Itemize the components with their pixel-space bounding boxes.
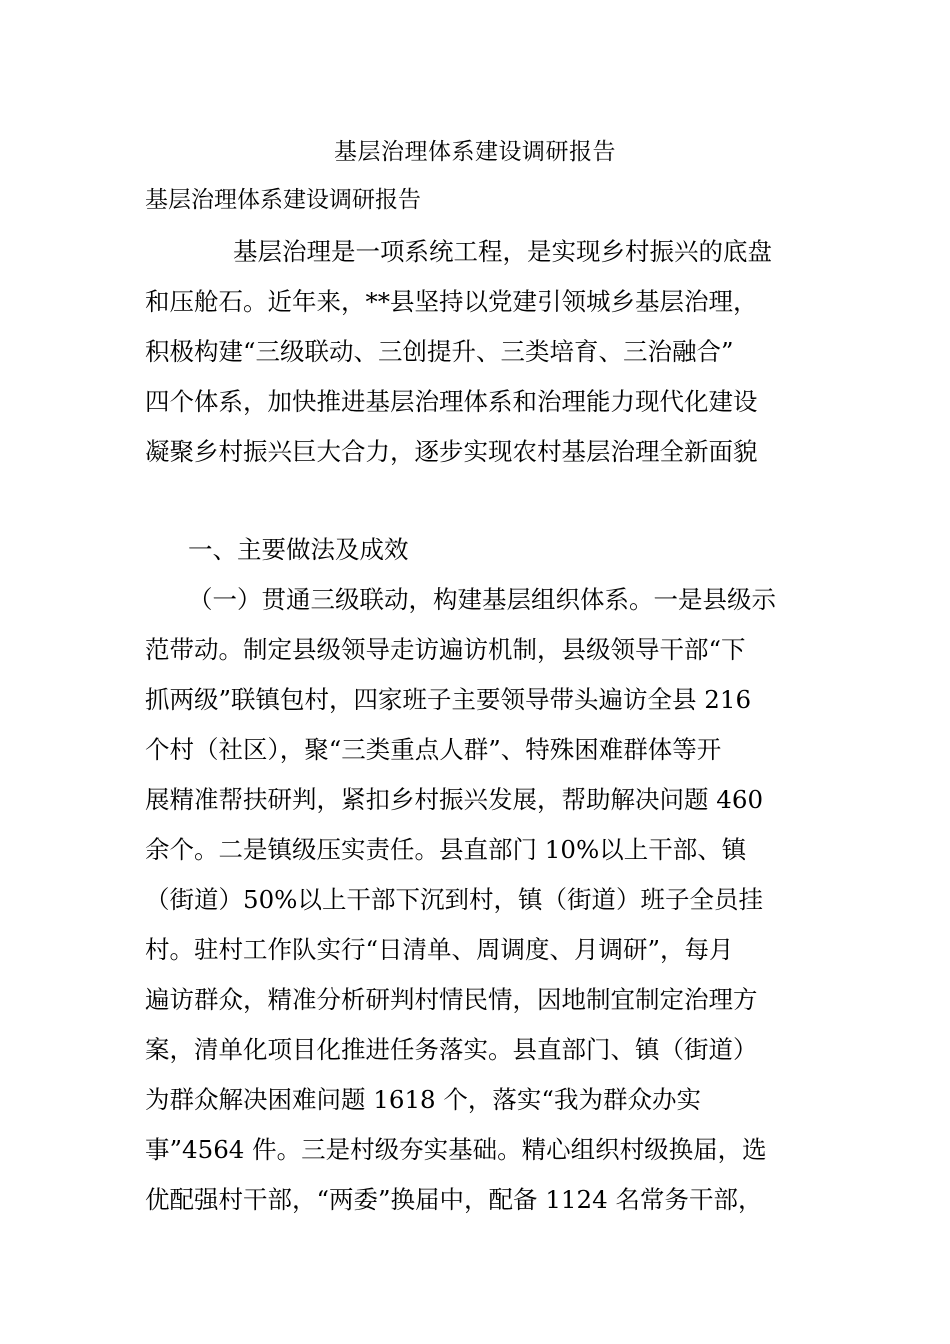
body-line: 抓两级”联镇包村，四家班子主要领导带头遍访全县 216 <box>145 685 752 714</box>
section-heading: 一、主要做法及成效 <box>188 535 409 564</box>
intro-line: 基层治理是一项系统工程，是实现乡村振兴的底盘 <box>233 237 772 266</box>
body-line: 案，清单化项目化推进任务落实。县直部门、镇（街道） <box>145 1035 758 1064</box>
body-line: 展精准帮扶研判，紧扣乡村振兴发展，帮助解决问题 460 <box>145 785 764 814</box>
body-line: 个村（社区），聚“三类重点人群”、特殊困难群体等开 <box>145 735 722 764</box>
intro-line: 凝聚乡村振兴巨大合力，逐步实现农村基层治理全新面貌 <box>145 437 758 466</box>
body-line: （一）贯通三级联动，构建基层组织体系。一是县级示 <box>188 585 776 614</box>
body-line: 村。驻村工作队实行“日清单、周调度、月调研”，每月 <box>145 935 734 964</box>
document-title: 基层治理体系建设调研报告 <box>334 139 616 165</box>
body-line: （街道）50%以上干部下沉到村，镇（街道）班子全员挂 <box>145 885 763 914</box>
body-line: 范带动。制定县级领导走访遍访机制，县级领导干部“下 <box>145 635 746 664</box>
body-line: 余个。二是镇级压实责任。县直部门 10%以上干部、镇 <box>145 835 747 864</box>
intro-line: 和压舱石。近年来，**县坚持以党建引领城乡基层治理， <box>145 287 758 316</box>
body-line: 优配强村干部，“两委”换届中，配备 1124 名常务干部， <box>145 1185 763 1214</box>
body-line: 为群众解决困难问题 1618 个，落实“我为群众办实 <box>145 1085 701 1114</box>
intro-line: 四个体系，加快推进基层治理体系和治理能力现代化建设 <box>145 387 758 416</box>
body-line: 事”4564 件。三是村级夯实基础。精心组织村级换届，选 <box>145 1135 767 1164</box>
intro-line: 积极构建“三级联动、三创提升、三类培育、三治融合” <box>145 337 734 366</box>
body-line: 遍访群众，精准分析研判村情民情，因地制宜制定治理方 <box>145 985 758 1014</box>
document-subtitle: 基层治理体系建设调研报告 <box>145 187 421 213</box>
